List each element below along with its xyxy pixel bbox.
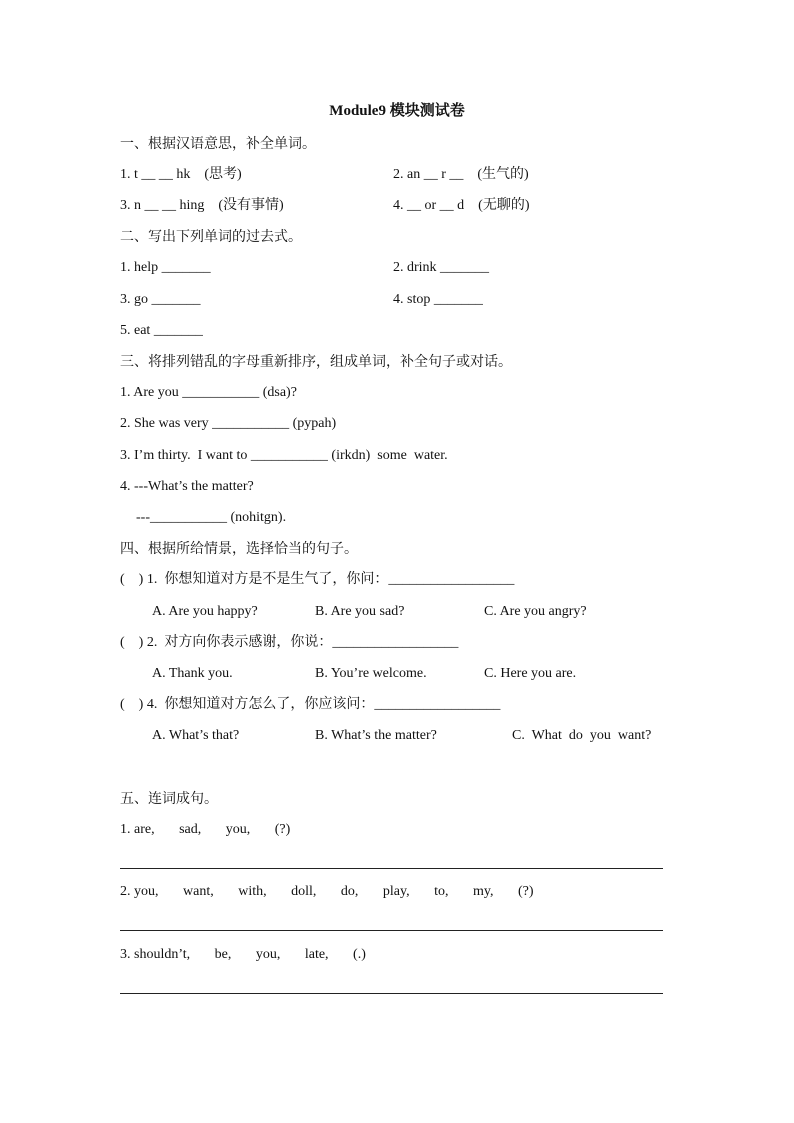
- section1-item-1: 1. t __ __ hk (思考): [120, 167, 242, 182]
- section3-item-2: 2. She was very ___________ (pypah): [120, 416, 337, 431]
- section1-item-4: 4. __ or __ d (无聊的): [393, 198, 530, 213]
- section2-item-2: 2. drink _______: [393, 260, 490, 275]
- section4-q3-option-c: C. What do you want?: [512, 728, 652, 743]
- section1-item-3: 3. n __ __ hing (没有事情): [120, 198, 284, 213]
- section4-q3-option-b: B. What’s the matter?: [315, 728, 437, 743]
- section2-item-5: 5. eat _______: [120, 323, 203, 338]
- section4-q3-option-a: A. What’s that?: [152, 728, 240, 743]
- section2-item-1: 1. help _______: [120, 260, 211, 275]
- section4-question-3: ( ) 4. 你想知道对方怎么了，你应该问：__________________: [120, 697, 501, 712]
- section2-heading: 二、写出下列单词的过去式。: [120, 229, 302, 245]
- section4-question-2: ( ) 2. 对方向你表示感谢，你说：__________________: [120, 635, 459, 650]
- section5-item-2: 2. you, want, with, doll, do, play, to, my, (?): [120, 884, 534, 899]
- section3-item-4: 4. ---What’s the matter?: [120, 479, 254, 494]
- section4-heading: 四、根据所给情景，选择恰当的句子。: [120, 541, 358, 557]
- section3-item-4-answer: ---___________ (nohitgn).: [136, 510, 287, 525]
- section1-heading: 一、根据汉语意思，补全单词。: [120, 136, 316, 152]
- section1-item-2: 2. an __ r __ (生气的): [393, 167, 529, 182]
- answer-line-3: [120, 993, 663, 994]
- section3-heading: 三、将排列错乱的字母重新排序，组成单词，补全句子或对话。: [120, 354, 512, 370]
- section4-question-1: ( ) 1. 你想知道对方是不是生气了，你问：__________________: [120, 572, 515, 587]
- section3-item-1: 1. Are you ___________ (dsa)?: [120, 385, 297, 400]
- answer-line-1: [120, 868, 663, 869]
- section4-q1-option-a: A. Are you happy?: [152, 604, 258, 619]
- section5-item-3: 3. shouldn’t, be, you, late, (.): [120, 947, 366, 962]
- section5-heading: 五、连词成句。: [120, 791, 218, 807]
- section2-item-3: 3. go _______: [120, 292, 201, 307]
- section2-item-4: 4. stop _______: [393, 292, 483, 307]
- page-title: Module9 模块测试卷: [329, 103, 465, 119]
- section5-item-1: 1. are, sad, you, (?): [120, 822, 291, 837]
- section4-q2-option-a: A. Thank you.: [152, 666, 233, 681]
- section4-q2-option-c: C. Here you are.: [484, 666, 577, 681]
- section4-q2-option-b: B. You’re welcome.: [315, 666, 427, 681]
- section4-q1-option-b: B. Are you sad?: [315, 604, 405, 619]
- answer-line-2: [120, 930, 663, 931]
- section3-item-3: 3. I’m thirty. I want to ___________ (irkdn) some water.: [120, 448, 448, 463]
- section4-q1-option-c: C. Are you angry?: [484, 604, 587, 619]
